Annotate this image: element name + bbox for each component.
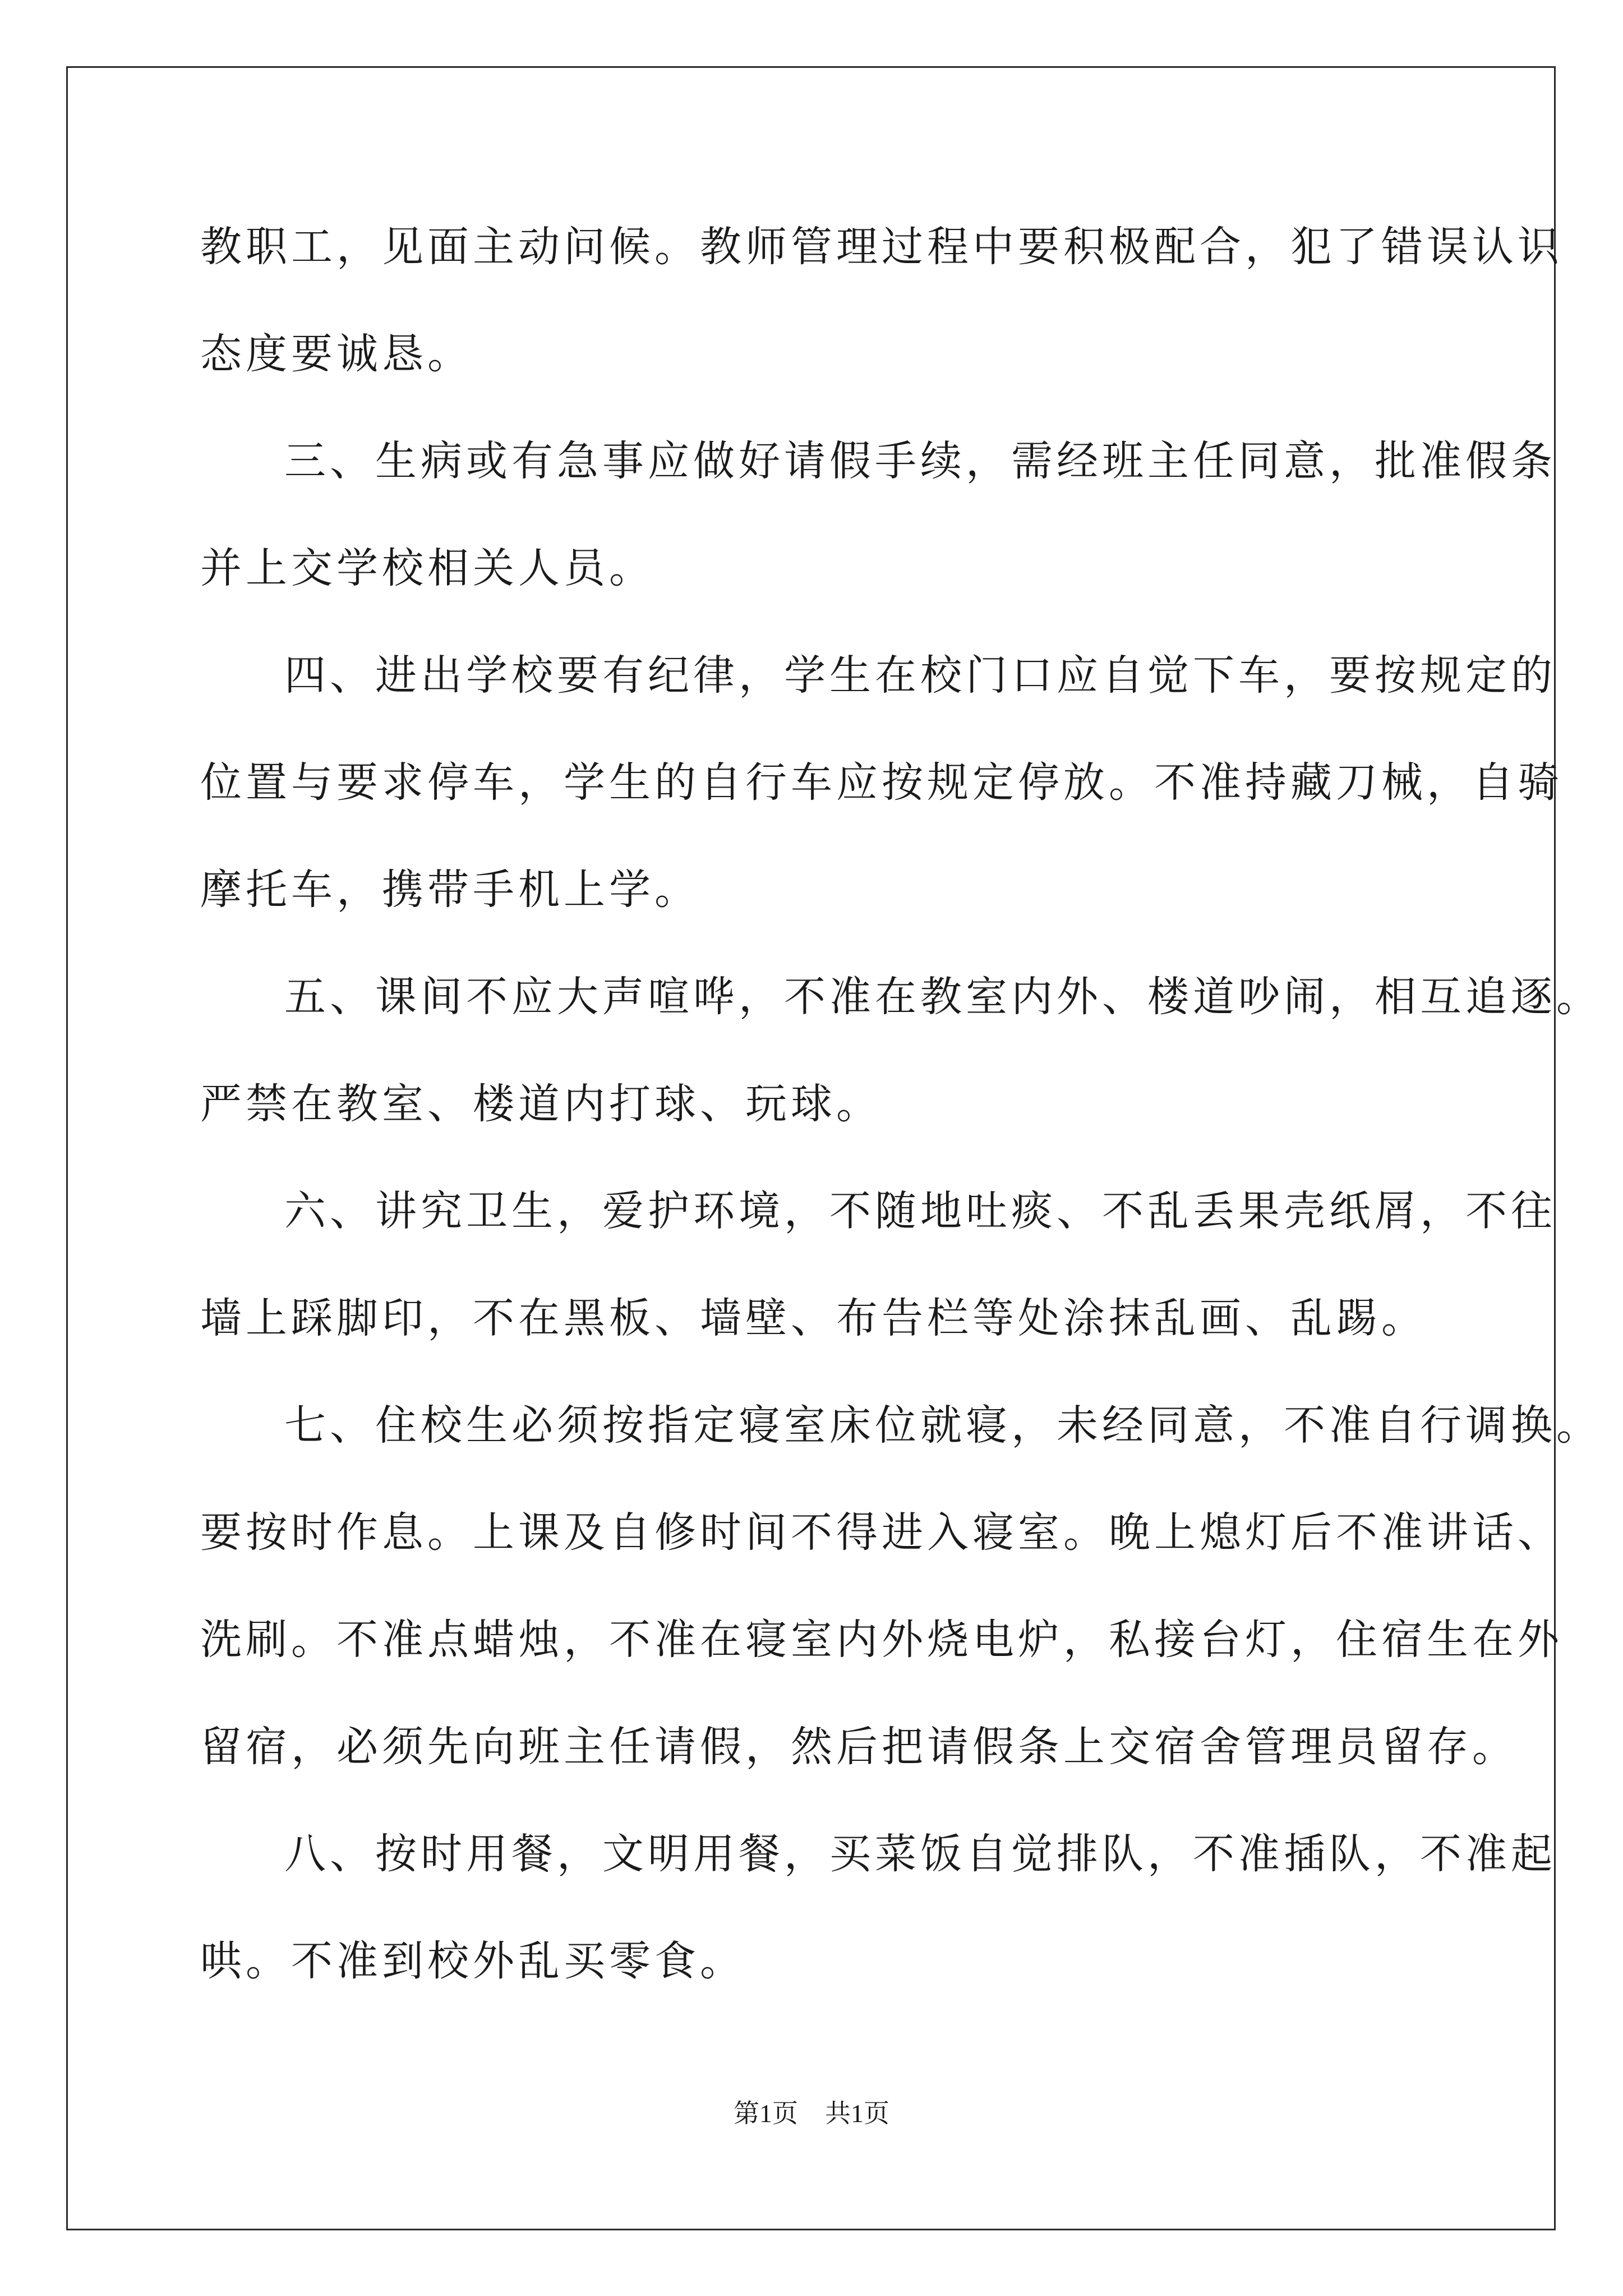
paragraph-start-6: 六、讲究卫生，爱护环境，不随地吐痰、不乱丢果壳纸屑，不往 (284, 1187, 1556, 1235)
text-line: 位置与要求停车，学生的自行车应按规定停放。不准持藏刀械，自骑 (200, 758, 1563, 807)
text-line: 要按时作息。上课及自修时间不得进入寝室。晚上熄灯后不准讲话、 (200, 1508, 1563, 1557)
page-number-current: 第1页 (734, 2099, 798, 2128)
paragraph-start-3: 三、生病或有急事应做好请假手续，需经班主任同意，批准假条 (284, 437, 1556, 485)
page-number-total: 共1页 (825, 2099, 889, 2128)
document-body (200, 220, 1602, 2041)
text-line: 并上交学校相关人员。 (200, 544, 654, 592)
paragraph-start-8: 八、按时用餐，文明用餐，买菜饭自觉排队，不准插队，不准起 (284, 1830, 1556, 1878)
text-line: 态度要诚恳。 (200, 330, 473, 378)
text-line: 摩托车，携带手机上学。 (200, 866, 700, 914)
text-line: 严禁在教室、楼道内打球、玩球。 (200, 1080, 882, 1128)
text-line: 留宿，必须先向班主任请假，然后把请假条上交宿舍管理员留存。 (200, 1723, 1518, 1771)
paragraph-start-7: 七、住校生必须按指定寝室床位就寝，未经同意，不准自行调换。 (284, 1401, 1602, 1450)
paragraph-start-4: 四、进出学校要有纪律，学生在校门口应自觉下车，要按规定的 (284, 651, 1556, 700)
paragraph-start-5: 五、课间不应大声喧哗，不准在教室内外、楼道吵闹，相互追逐。 (284, 973, 1602, 1021)
text-line: 哄。不准到校外乱买零食。 (200, 1937, 745, 1985)
text-line: 洗刷。不准点蜡烛，不准在寝室内外烧电炉，私接台灯，住宿生在外 (200, 1616, 1563, 1664)
text-line: 墙上踩脚印，不在黑板、墙壁、布告栏等处涂抹乱画、乱踢。 (200, 1294, 1427, 1342)
text-line: 教职工，见面主动问候。教师管理过程中要积极配合，犯了错误认识 (200, 223, 1563, 271)
page-footer (0, 2098, 1623, 2129)
